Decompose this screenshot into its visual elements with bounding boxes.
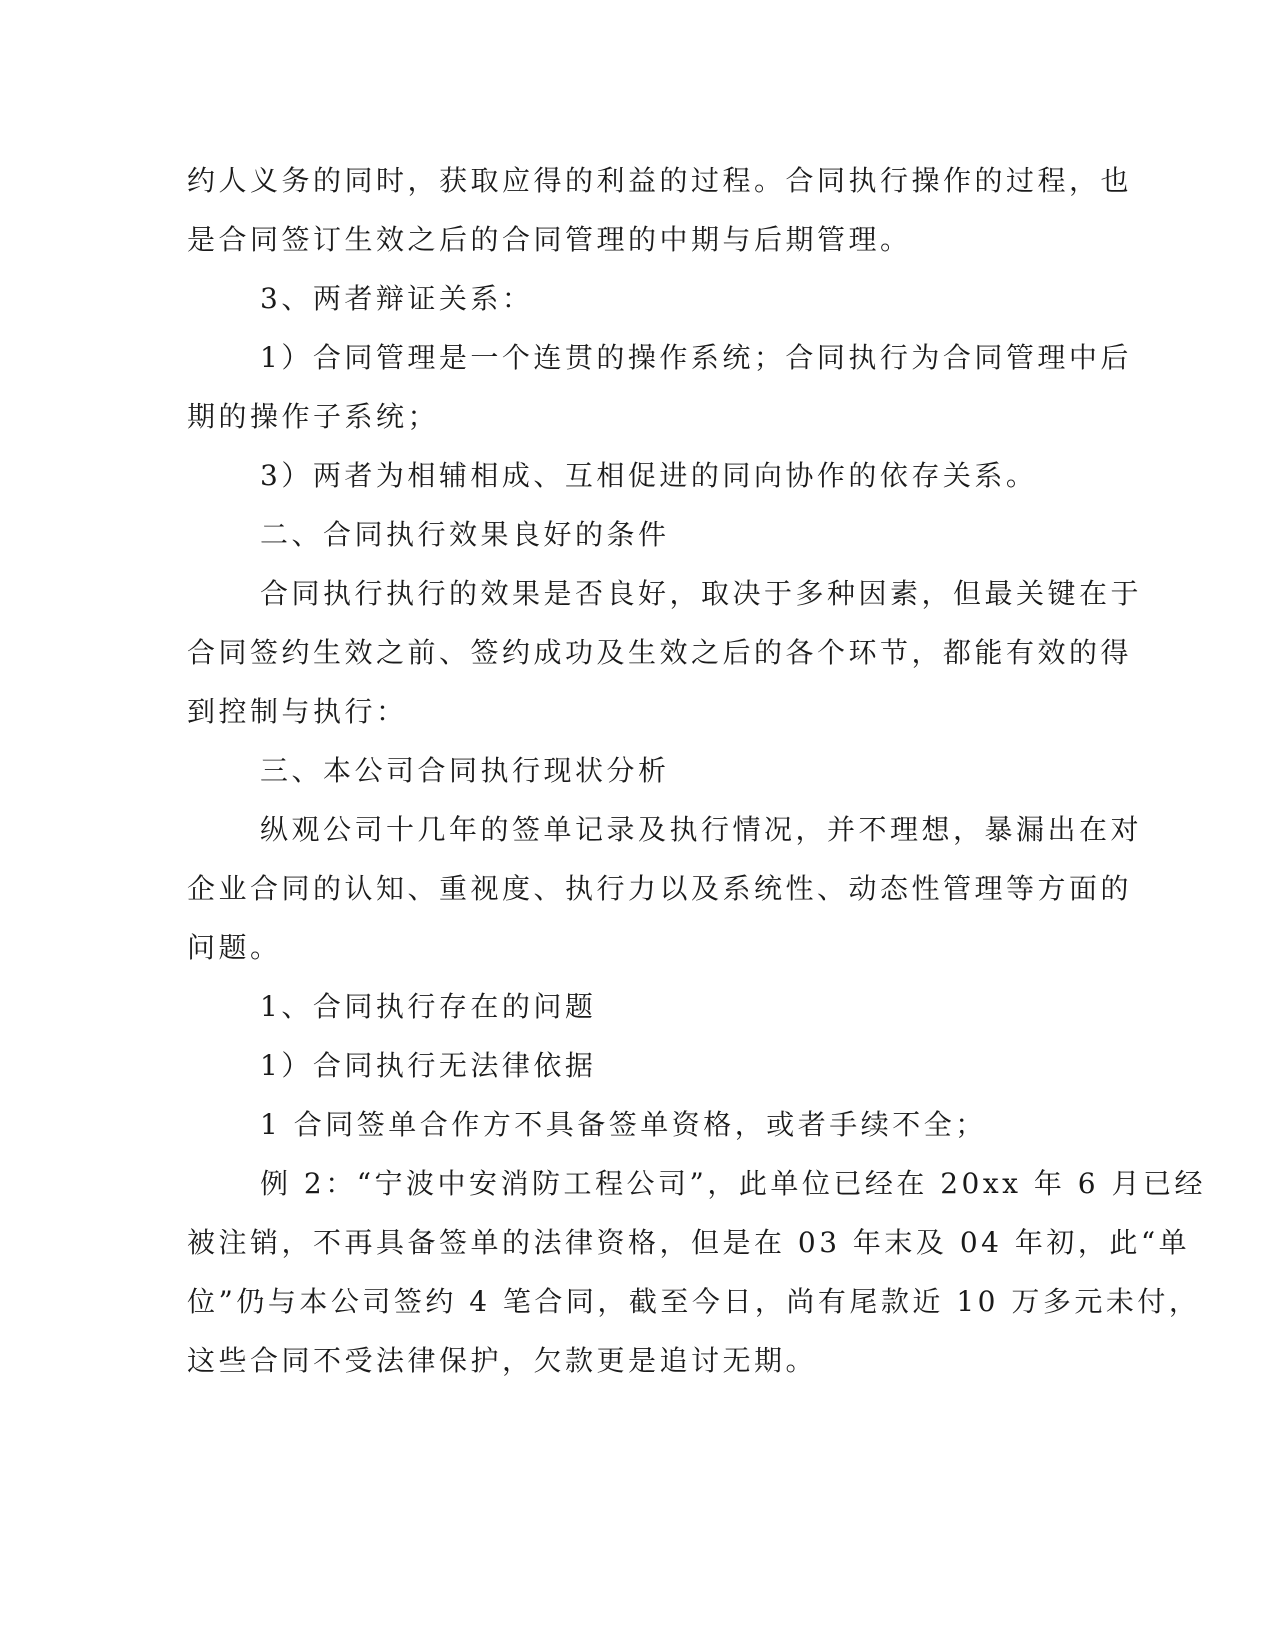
text-line: 3、两者辩证关系： (260, 282, 534, 315)
sub-heading: 1、合同执行存在的问题 (260, 990, 597, 1023)
text-line: 3）两者为相辅相成、互相促进的同向协作的依存关系。 (260, 459, 1038, 492)
text-line: 企业合同的认知、重视度、执行力以及系统性、动态性管理等方面的 (187, 872, 1133, 905)
text-line: 位”仍与本公司签约 4 笔合同，截至今日，尚有尾款近 10 万多元未付， (187, 1285, 1201, 1318)
text-line: 纵观公司十几年的签单记录及执行情况，并不理想，暴漏出在对 (260, 813, 1143, 846)
text-line: 到控制与执行： (187, 695, 408, 728)
text-line: 合同执行执行的效果是否良好，取决于多种因素，但最关键在于 (260, 577, 1143, 610)
text-line: 期的操作子系统； (187, 400, 440, 433)
text-line: 被注销，不再具备签单的法律资格，但是在 03 年末及 04 年初，此“单 (187, 1226, 1191, 1259)
section-heading: 二、合同执行效果良好的条件 (260, 518, 670, 551)
text-line: 问题。 (187, 931, 282, 964)
text-line: 例 2：“宁波中安消防工程公司”，此单位已经在 20xx 年 6 月已经 (260, 1167, 1206, 1200)
text-line: 是合同签订生效之后的合同管理的中期与后期管理。 (187, 223, 912, 256)
text-line: 合同签约生效之前、签约成功及生效之后的各个环节，都能有效的得 (187, 636, 1133, 669)
sub-heading: 1）合同执行无法律依据 (260, 1049, 597, 1082)
text-line: 1 合同签单合作方不具备签单资格，或者手续不全； (260, 1108, 987, 1141)
section-heading: 三、本公司合同执行现状分析 (260, 754, 670, 787)
text-line: 这些合同不受法律保护，欠款更是追讨无期。 (187, 1344, 818, 1377)
text-line: 1）合同管理是一个连贯的操作系统；合同执行为合同管理中后 (260, 341, 1132, 374)
text-line: 约人义务的同时，获取应得的利益的过程。合同执行操作的过程，也 (187, 164, 1133, 197)
